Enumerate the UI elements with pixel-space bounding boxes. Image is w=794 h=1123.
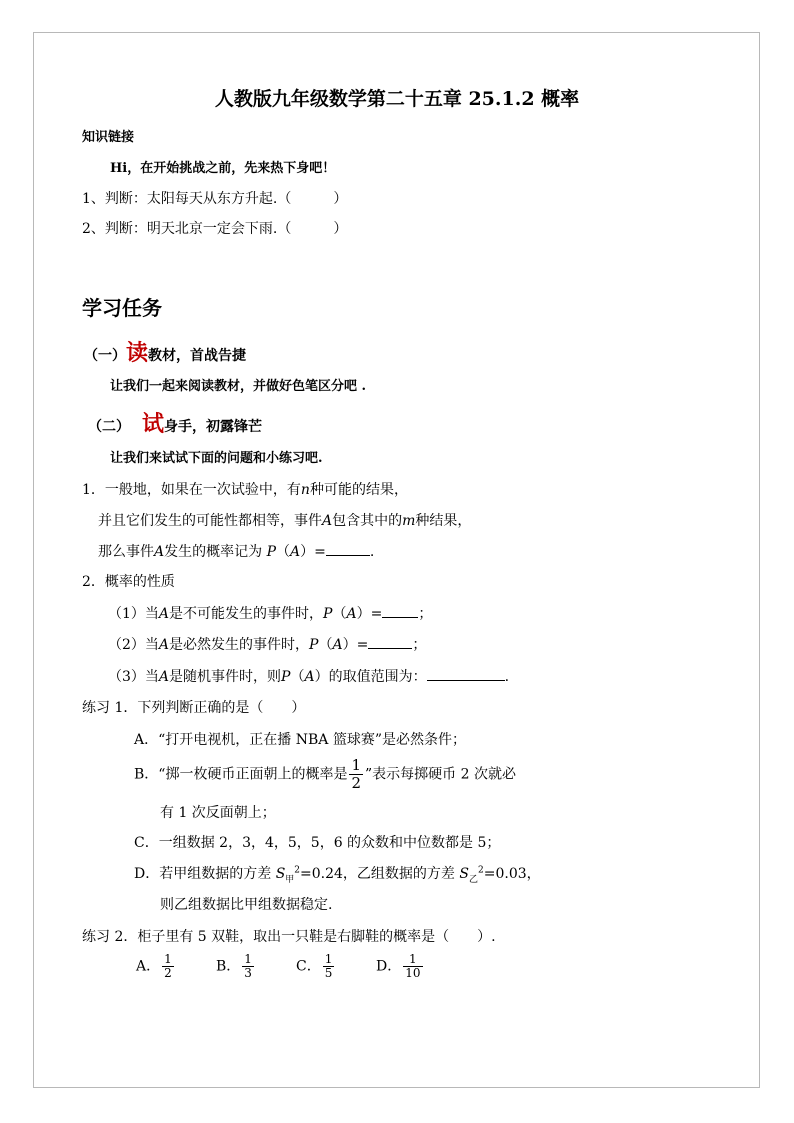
fraction: $\frac{1}{10}$ <box>405 952 421 980</box>
section-2-big-char: 试 <box>142 412 165 437</box>
fraction: $\frac{1}{2}$ <box>164 952 172 980</box>
answer-blank[interactable] <box>368 636 412 649</box>
p2-item-2: （2）当A是必然发生的事件时，P（A）= ； <box>108 637 427 653</box>
tasks-heading: 学习任务 <box>82 296 162 320</box>
page-title: 人教版九年级数学第二十五章 25.1.2 概率 <box>214 88 580 110</box>
exercise-2-option-d: D． $\frac{1}{10}$ <box>376 952 421 980</box>
exercise-2-title: 练习 2．柜子里有 5 双鞋，取出一只鞋是右脚鞋的概率是（ ）. <box>82 929 496 945</box>
exercise-1-option-b-cont: 有 1 次反面朝上； <box>160 805 276 821</box>
p1-line2: 并且它们发生的可能性都相等，事件A包含其中的m种结果， <box>98 513 472 529</box>
section-1-heading <box>84 336 246 367</box>
knowledge-link-heading: 知识链接 <box>82 130 135 145</box>
fraction: $\frac{1}{5}$ <box>324 952 333 980</box>
section-2-heading <box>88 407 262 438</box>
warmup-question-2: 2、判断：明天北京一定会下雨.（ ） <box>82 221 348 237</box>
exercise-1-option-d: D．若甲组数据的方差 $S_甲^2=0.24$，乙组数据的方差 $S_乙^2=0.03$， <box>134 865 541 885</box>
answer-blank[interactable] <box>382 605 418 618</box>
section-2-suffix: 身手，初露锋芒 <box>164 419 263 435</box>
answer-blank[interactable] <box>326 543 370 556</box>
fraction: $\frac{1}{3}$ <box>244 952 252 980</box>
p1-line3: 那么事件A发生的概率记为 P（A）= . <box>98 544 375 560</box>
warmup-question-1: 1、判断：太阳每天从东方升起.（ ） <box>82 191 348 207</box>
p1-line1: 1．一般地，如果在一次试验中，有n种可能的结果， <box>82 482 408 498</box>
section-1-note: 让我们一起来阅读教材，并做好色笔区分吧 . <box>110 379 367 394</box>
exercise-2-option-c: C． $\frac{1}{5}$ <box>296 952 333 980</box>
exercise-1-title: 练习 1．下列判断正确的是（ ） <box>82 700 306 716</box>
exercise-2-option-a: A． $\frac{1}{2}$ <box>136 952 172 980</box>
section-1-suffix: 教材，首战告捷 <box>148 348 247 364</box>
exercise-1-option-a: A．“打开电视机，正在播 NBA 篮球赛”是必然条件； <box>134 732 466 748</box>
answer-blank[interactable] <box>427 668 505 681</box>
p2-title: 2．概率的性质 <box>82 574 175 590</box>
section-2-note: 让我们来试试下面的问题和小练习吧. <box>110 451 323 466</box>
exercise-2-option-b: B． $\frac{1}{3}$ <box>216 952 252 980</box>
section-1-big-char: 读 <box>126 341 149 366</box>
warmup-intro <box>110 157 335 176</box>
exercise-1-option-d-cont: 则乙组数据比甲组数据稳定. <box>160 897 333 913</box>
section-1-prefix: （一） <box>84 348 126 364</box>
intro-text: ，在开始挑战之前，先来热下身吧！ <box>127 161 336 176</box>
intro-hi: Hi <box>110 161 128 176</box>
exercise-1-option-c: C．一组数据 2，3，4，5，5，6 的众数和中位数都是 5； <box>134 835 501 851</box>
p2-item-1: （1）当A是不可能发生的事件时，P（A）= ； <box>108 606 433 622</box>
exercise-1-option-b: B．“掷一枚硬币正面朝上的概率是 $\frac{1}{2}$ ”表示每掷硬币 2 次就必 <box>134 756 516 792</box>
p2-item-3: （3）当A是随机事件时，则P（A）的取值范围为： . <box>108 669 510 685</box>
section-2-prefix: （二） <box>88 419 130 435</box>
fraction: $\frac{1}{2}$ <box>351 756 361 792</box>
